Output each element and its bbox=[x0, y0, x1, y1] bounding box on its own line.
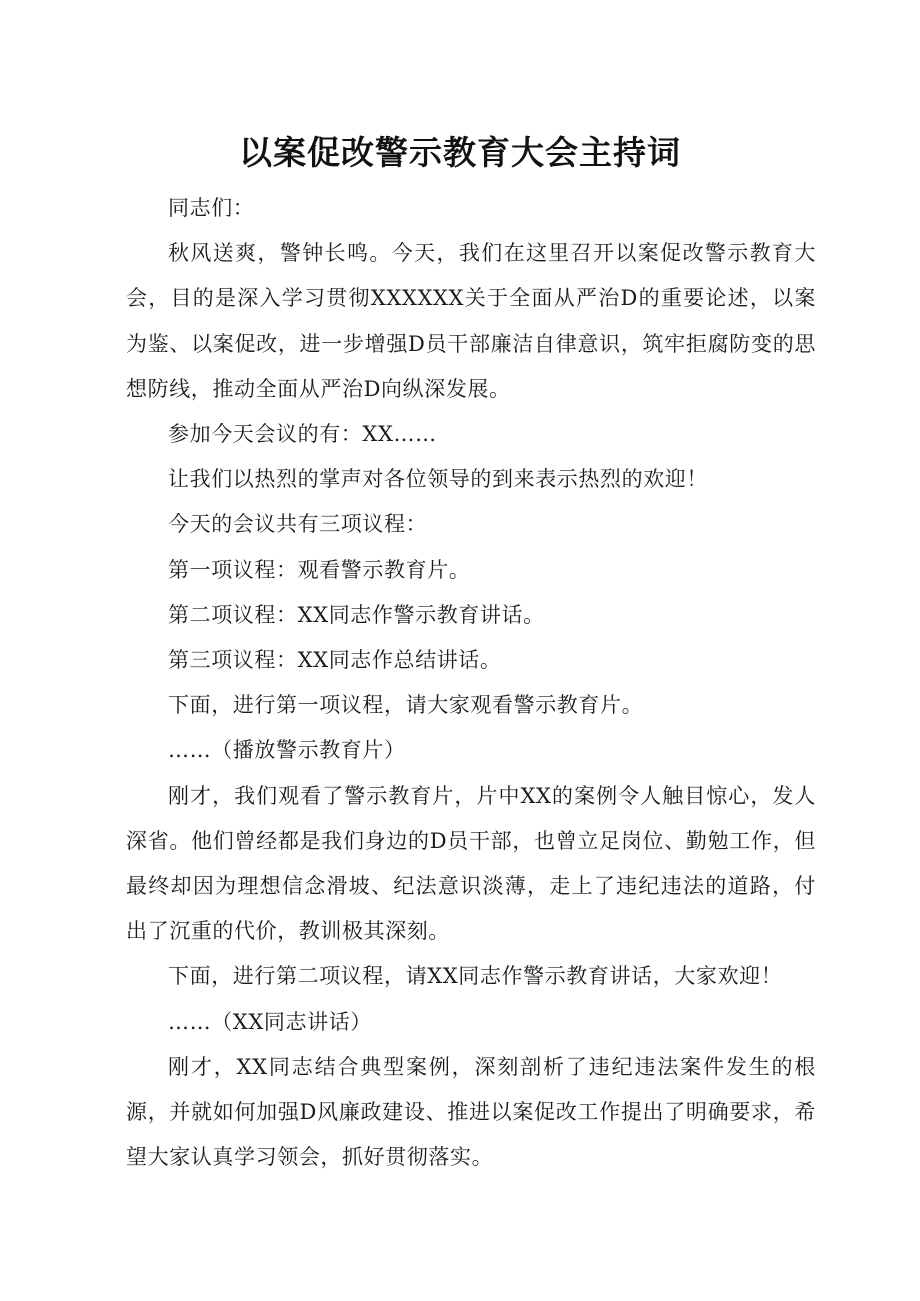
paragraph-agenda-item-2: 第二项议程：XX同志作警示教育讲话。 bbox=[168, 602, 545, 627]
paragraph-speech-summary: 刚才，XX同志结合典型案例，深刻剖析了违纪违法案件发生的根源，并就如何加强D风廉政建设、推进以案促改工作提出了明确要求，希望大家认真学习领会，抓好贯彻落实。 bbox=[126, 1054, 816, 1170]
paragraph-second-item-start: 下面，进行第二项议程，请XX同志作警示教育讲话，大家欢迎！ bbox=[168, 964, 783, 989]
paragraph-film-review: 刚才，我们观看了警示教育片，片中XX的案例令人触目惊心，发人深省。他们曾经都是我们身边的D员干部，也曾立足岗位、勤勉工作，但最终却因为理想信念滑坡、纪法意识淡薄，走上了违纪违法的道路，付出了沉重的代价，教训极其深刻。 bbox=[126, 783, 816, 944]
paragraph-agenda-intro: 今天的会议共有三项议程： bbox=[168, 512, 428, 537]
document-title: 以案促改警示教育大会主持词 bbox=[239, 133, 681, 172]
paragraph-film-playing: ……（播放警示教育片） bbox=[168, 738, 406, 763]
paragraph-speech: ……（XX同志讲话） bbox=[168, 1009, 372, 1034]
paragraph-agenda-item-3: 第三项议程：XX同志作总结讲话。 bbox=[168, 648, 502, 673]
paragraph-agenda-item-1: 第一项议程：观看警示教育片。 bbox=[168, 557, 471, 582]
document-body bbox=[126, 186, 816, 1180]
paragraph-welcome: 让我们以热烈的掌声对各位领导的到来表示热烈的欢迎！ bbox=[168, 467, 708, 492]
paragraph-first-item-start: 下面，进行第一项议程，请大家观看警示教育片。 bbox=[168, 693, 644, 718]
paragraph-greeting: 同志们： bbox=[168, 196, 255, 220]
paragraph-opening: 秋风送爽，警钟长鸣。今天，我们在这里召开以案促改警示教育大会，目的是深入学习贯彻XXXXXX关于全面从严治D的重要论述，以案为鉴、以案促改，进一步增强D员干部廉洁自律意识，筑牢拒腐防变的思想防线，推动全面从严治D向纵深发展。 bbox=[126, 241, 816, 401]
paragraph-attendees: 参加今天会议的有：XX…… bbox=[168, 422, 437, 447]
